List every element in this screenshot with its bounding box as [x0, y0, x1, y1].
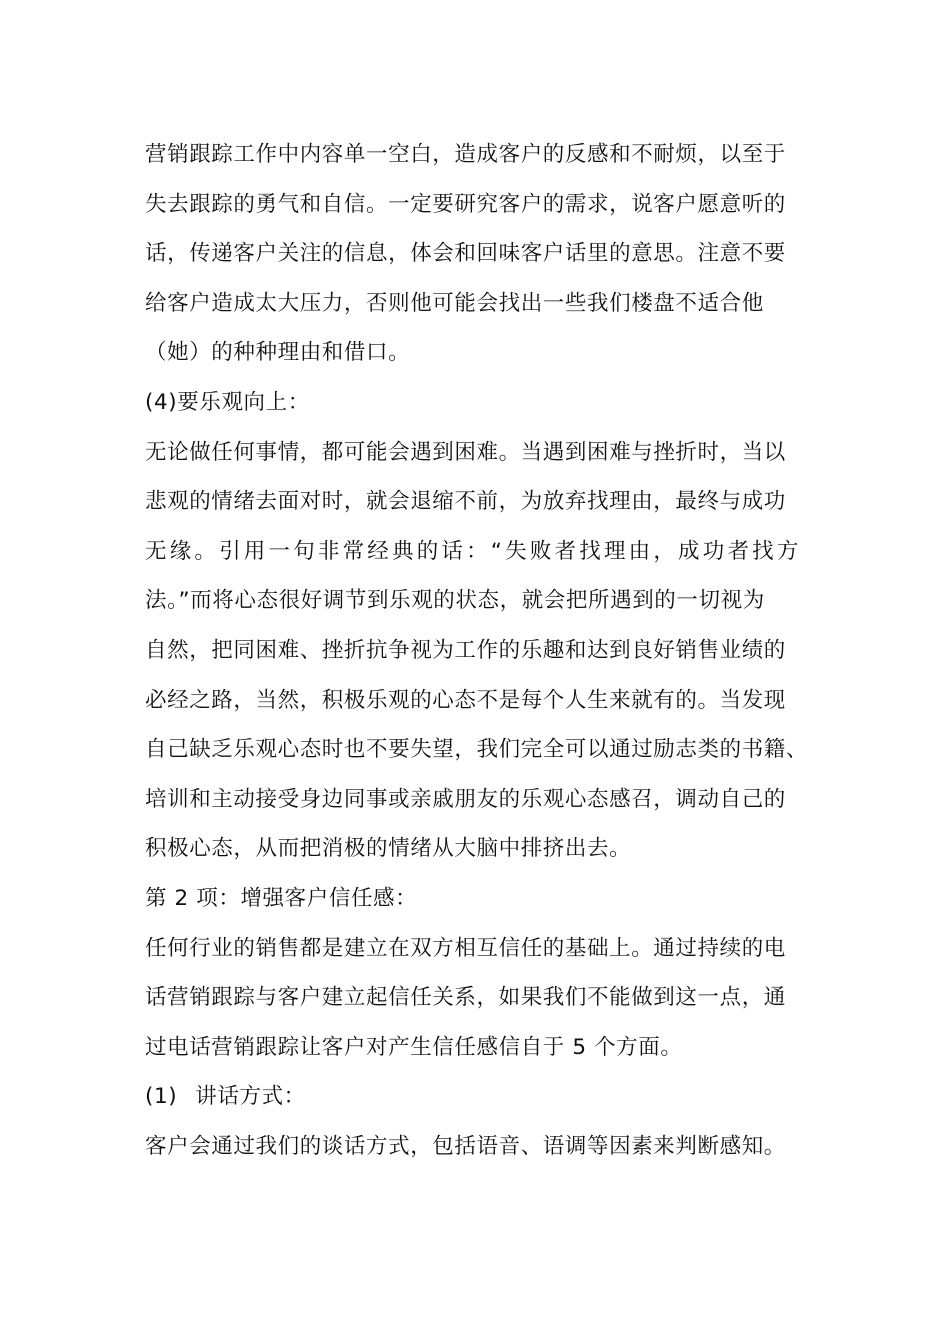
section-heading: 第 2 项：增强客户信任感： [145, 885, 418, 911]
paragraph-line: 营销跟踪工作中内容单一空白，造成客户的反感和不耐烦，以至于 [145, 142, 786, 167]
paragraph-line: 必经之路，当然，积极乐观的心态不是每个人生来就有的。当发现 [145, 687, 786, 713]
paragraph-line: 无缘。引用一句非常经典的话：“失败者找理由，成功者找方 [145, 538, 802, 564]
paragraph-line: 积极心态，从而把消极的情绪从大脑中排挤出去。 [145, 836, 632, 862]
paragraph-line: 任何行业的销售都是建立在双方相互信任的基础上。通过持续的电 [145, 935, 786, 961]
list-item-heading [145, 1072, 845, 1122]
paragraph-line: 话营销跟踪与客户建立起信任关系，如果我们不能做到这一点，通 [145, 985, 786, 1011]
paragraph-line: 话，传递客户关注的信息，体会和回味客户话里的意思。注意不要 [145, 241, 786, 267]
paragraph-line: 客户会通过我们的谈话方式，包括语音、语调等因素来判断感知。 [145, 1133, 786, 1159]
paragraph-line: 过电话营销跟踪让客户对产生信任感信自于 5 个方面。 [145, 1034, 683, 1060]
paragraph-line: 培训和主动接受身边同事或亲戚朋友的乐观心态感召，调动自己的 [145, 786, 786, 812]
paragraph-line: 失去跟踪的勇气和自信。一定要研究客户的需求，说客户愿意听的 [145, 191, 786, 217]
document-body [145, 130, 845, 1171]
list-item-label: 讲话方式： [195, 1084, 306, 1110]
paragraph-line: 法。”而将心态很好调节到乐观的状态，就会把所遇到的一切视为 [145, 588, 765, 614]
paragraph-line: （她）的种种理由和借口。 [145, 340, 411, 366]
section-heading: (4)要乐观向上： [145, 389, 310, 415]
list-item-number: (1) [145, 1084, 178, 1110]
paragraph-line: 自己缺乏乐观心态时也不要失望，我们完全可以通过励志类的书籍、 [145, 737, 809, 763]
paragraph-line: 自然，把同困难、挫折抗争视为工作的乐趣和达到良好销售业绩的 [145, 637, 786, 663]
paragraph-line: 无论做任何事情，都可能会遇到困难。当遇到困难与挫折时，当以 [145, 439, 786, 465]
paragraph-line: 给客户造成太大压力，否则他可能会找出一些我们楼盘不适合他 [145, 290, 764, 316]
paragraph-line: 悲观的情绪去面对时，就会退缩不前，为放弃找理由，最终与成功 [145, 489, 786, 515]
